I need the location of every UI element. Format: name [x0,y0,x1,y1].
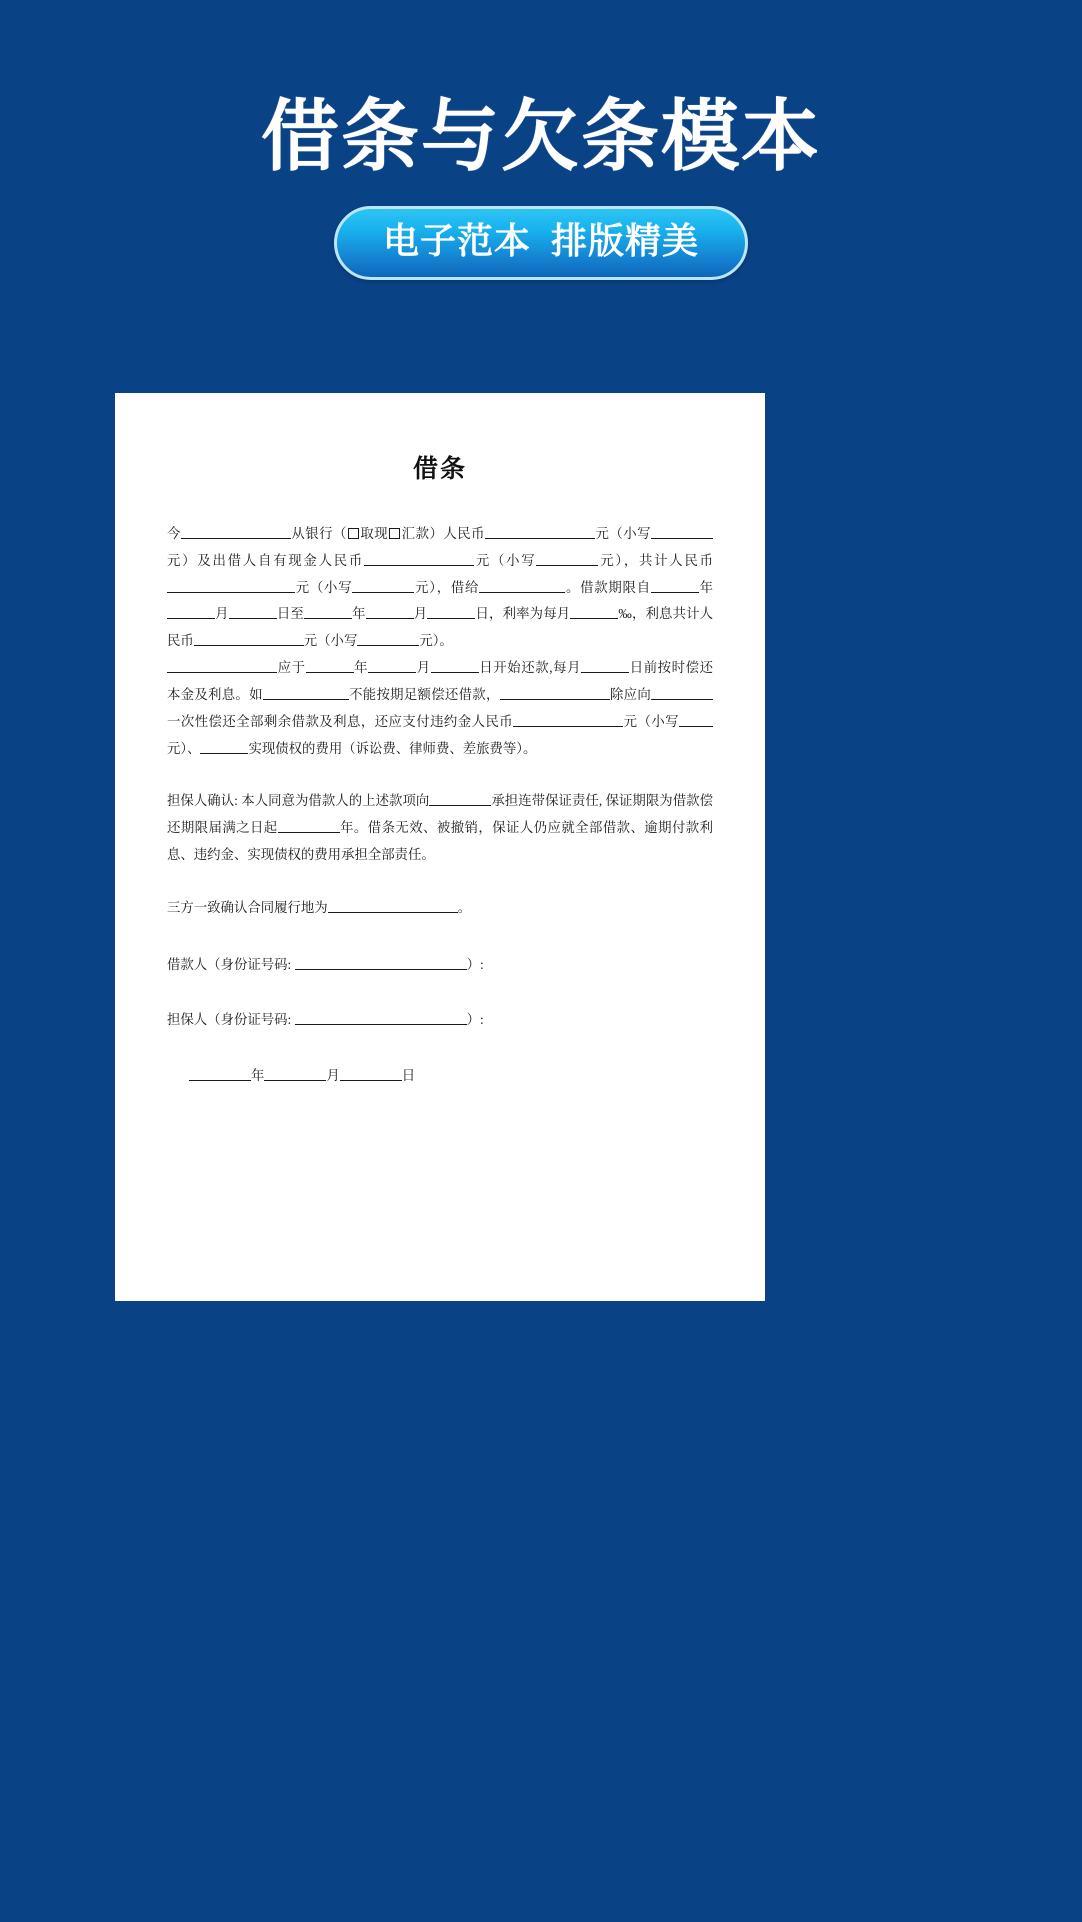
clause-text: 年 [698,579,714,595]
clause-text: 日，利率为每月 [475,606,571,622]
clause-text: 年 [351,606,366,622]
clause-text: 从银行（ [290,526,347,541]
clause-text: 元）及出借人自有现金人民币 [167,552,365,568]
clause-text: 月 [413,606,428,622]
signature-label-suffix: ）: [466,956,484,972]
id-number-blank[interactable] [295,956,467,970]
clause-text: 元（小写 [303,633,358,649]
fill-in-blank[interactable] [200,740,248,754]
checkbox-icon[interactable] [348,528,359,539]
fill-in-blank[interactable] [427,606,475,620]
fill-in-blank[interactable] [368,659,416,673]
fill-in-blank[interactable] [651,579,699,593]
fill-in-blank[interactable] [229,606,277,620]
fill-in-blank[interactable] [429,793,491,807]
fill-in-blank[interactable] [352,579,414,593]
clause-text: 实现债权的费用（诉讼费、律师费、差旅费等）。 [248,740,537,756]
clause-text: 取现 [359,526,389,541]
fill-in-blank[interactable] [485,525,595,539]
clause-text: 汇款）人民币 [401,526,485,541]
signature-label-suffix: ）: [466,1012,484,1028]
fill-in-blank[interactable] [500,686,610,700]
paragraph-guarantor-confirmation [167,788,713,868]
fill-in-blank[interactable] [167,579,295,593]
clause-text: 。借款期限自 [565,579,651,595]
status-badge: 电子范本 排版精美 [334,206,748,280]
guarantor-signature [167,977,713,1032]
clause-text: 。 [457,899,472,915]
fill-in-blank[interactable] [651,525,713,539]
clause-text: 元（小写 [295,579,353,595]
date-month-blank[interactable] [264,1067,326,1081]
clause-text: 元（小写 [474,552,537,568]
fill-in-blank[interactable] [181,525,291,539]
date-line [167,1033,713,1088]
fill-in-blank[interactable] [536,552,598,566]
document-sheet [115,393,765,1301]
paragraph-performance-place [167,895,713,922]
clause-text: 应于 [277,660,306,676]
signature-block [167,922,713,1033]
clause-text: 年 [353,660,369,676]
clause-text: 日至 [276,606,304,622]
clause-text: 一次性偿还全部剩余借款及利息，还应支付违约金人民币 [167,713,514,729]
fill-in-blank[interactable] [581,659,629,673]
fill-in-blank[interactable] [263,686,349,700]
clause-text: ‰，利息共计人民币 [167,606,714,649]
fill-in-blank[interactable] [364,552,474,566]
clause-text: 元），借给 [414,579,480,595]
clause-text: 除应向 [609,686,652,702]
page-title: 借条与欠条模本 [260,93,821,180]
clause-text: 元）。 [419,633,453,649]
fill-in-blank[interactable] [479,579,565,593]
date-day-label: 日 [401,1067,416,1083]
id-number-blank[interactable] [295,1011,467,1025]
fill-in-blank[interactable] [278,819,340,833]
fill-in-blank[interactable] [651,686,713,700]
badge-container [0,206,1082,280]
clause-text: 三方一致确认合同履行地为 [167,899,328,915]
fill-in-blank[interactable] [366,606,414,620]
clause-text: 年。借条无效、被撤销，保证人仍应就全部借款、逾期付款利息、违约金、实现债权的费用承担全部责任。 [167,820,714,862]
date-day-blank[interactable] [340,1067,402,1081]
fill-in-blank[interactable] [328,899,458,913]
fill-in-blank[interactable] [304,606,352,620]
fill-in-blank[interactable] [167,659,277,673]
clause-text: 日开始还款,每月 [478,660,582,676]
clause-text: 元）、 [167,740,201,756]
clause-text: 不能按期足额偿还借款， [348,686,500,702]
fill-in-blank[interactable] [570,606,618,620]
document-title: 借条 [412,456,467,483]
poster-header [0,0,1082,280]
date-year-blank[interactable] [189,1067,251,1081]
clause-text: 月 [215,606,229,622]
fill-in-blank[interactable] [194,633,304,647]
signature-label: 借款人（身份证号码: [167,956,295,972]
clause-text: 元（小写 [594,526,652,541]
paragraph-loan-amount [167,521,713,655]
borrower-signature [167,922,713,977]
clause-text: 承担连带保证责任, 保证期限为借款偿还期限届满之日起 [167,793,713,836]
clause-text: 元（小写 [623,713,680,729]
signature-label: 担保人（身份证号码: [167,1012,295,1028]
paragraph-repayment-terms [167,655,713,762]
checkbox-icon[interactable] [389,528,400,539]
clause-text: 日前按时偿还本金及利息。如 [167,660,714,702]
fill-in-blank[interactable] [306,659,354,673]
clause-text: 月 [416,660,431,676]
date-month-label: 月 [326,1067,340,1083]
clause-text: 担保人确认: 本人同意为借款人的上述款项向 [167,793,430,809]
fill-in-blank[interactable] [513,713,623,727]
signing-date [167,1033,713,1088]
document-paragraphs [167,521,713,922]
fill-in-blank[interactable] [431,659,479,673]
fill-in-blank[interactable] [357,633,419,647]
date-year-label: 年 [251,1067,265,1083]
clause-text: 今 [167,526,181,541]
clause-text: 元），共计人民币 [598,552,714,568]
fill-in-blank[interactable] [679,713,713,727]
document-body [115,521,765,1088]
fill-in-blank[interactable] [167,606,215,620]
